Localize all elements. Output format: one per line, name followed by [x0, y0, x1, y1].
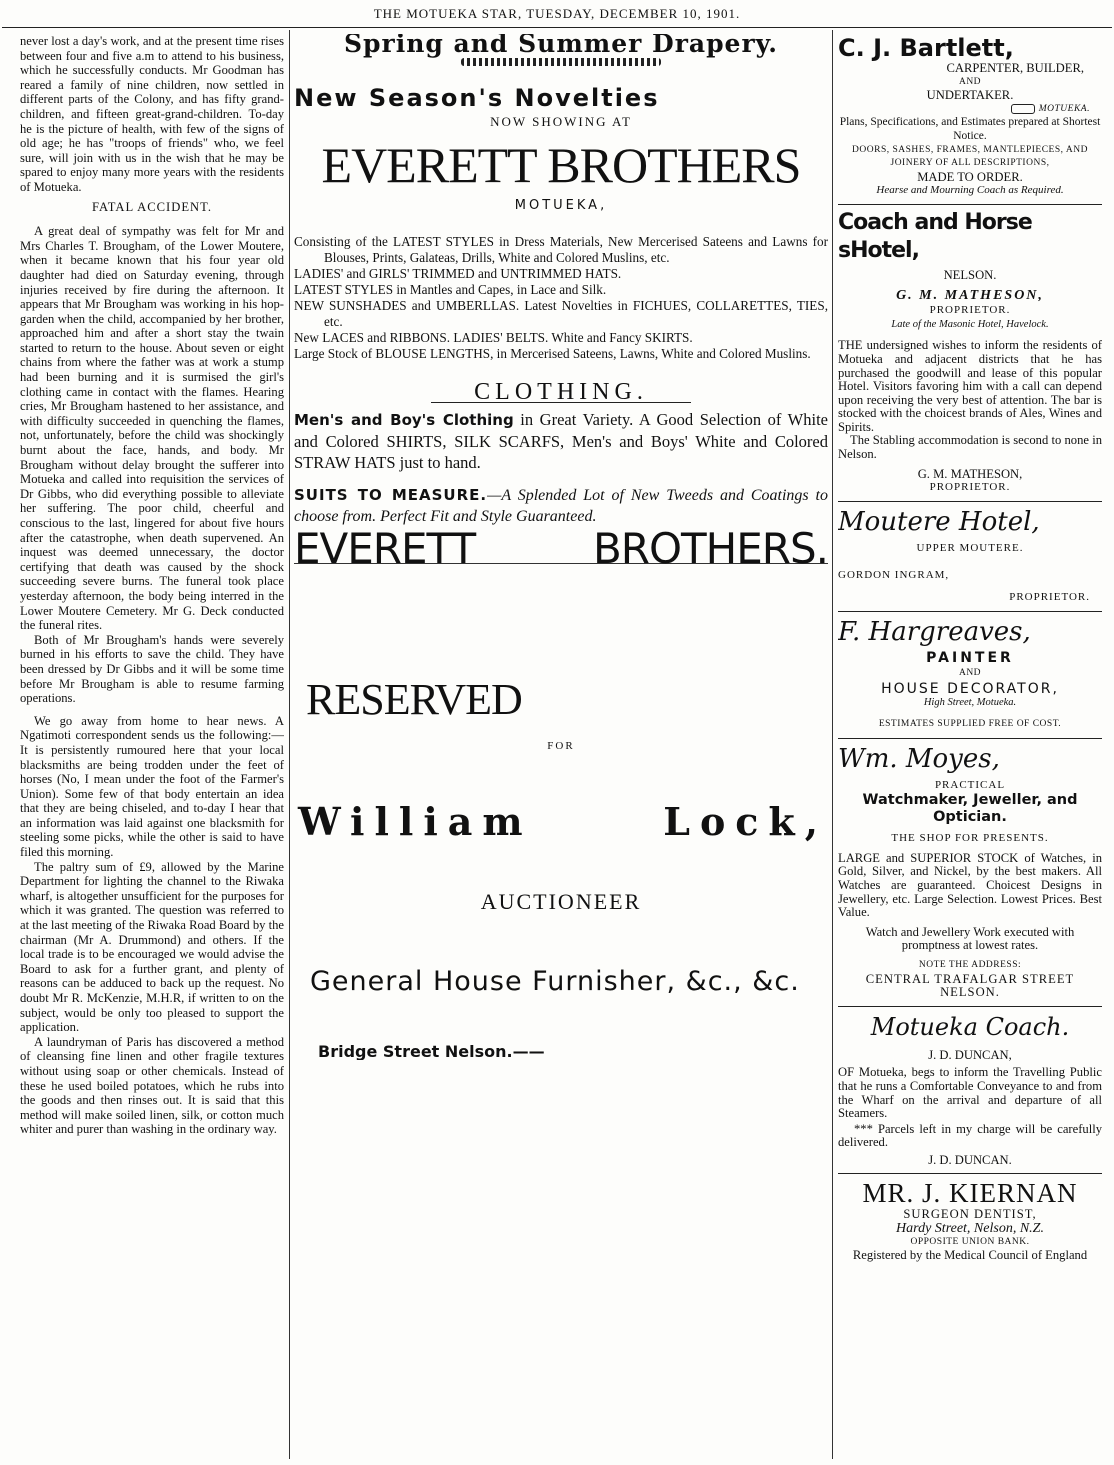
list-item: LATEST STYLES in Mantles and Capes, in Lace and Silk.	[294, 282, 607, 297]
divider	[838, 611, 1102, 612]
article-paragraph: A laundryman of Paris has discovered a method of cleansing fine linen and other fragile textures without using soap or other chemicals. Instead of these he used boiled potatoes, which he rubs into the goods and then rinses out. It is said that this method will make soiled linen, silk, or cotton much whiter and purer than washing in the ordinary way.	[20, 1034, 284, 1137]
list-item: Consisting of the LATEST STYLES in Dress Materials, New Mercerised Sateens and Lawns for Blouses, Prints, Galateas, Drills, White and Colored Muslins, etc.	[294, 234, 828, 265]
advert-line: G. M. MATHESON,	[896, 287, 1044, 303]
divider	[838, 1173, 1102, 1174]
advert-line	[838, 103, 1102, 117]
advert-column-right	[838, 34, 1102, 1263]
address-label: Bridge Street Nelson.——	[318, 1042, 545, 1060]
advert-line: Watch and Jewellery Work executed with promptness at lowest rates.	[865, 924, 1075, 953]
divider	[838, 738, 1102, 739]
advert-line-text: MOTUEKA.	[1038, 103, 1090, 114]
clothing-heading: CLOTHING.	[474, 379, 648, 405]
advert-line: PAINTER	[926, 649, 1014, 666]
advert-line: MADE TO ORDER.	[917, 169, 1023, 184]
auctioneer-label: AUCTIONEER	[480, 889, 642, 914]
advert-heading: C. J. Bartlett,	[838, 34, 1014, 62]
article-paragraph: Both of Mr Brougham's hands were severely burned in his efforts to save the child. They have been dressed by Dr Gibbs and it will be some time before Mr Brougham is able to resume farming operations.	[20, 632, 284, 706]
advert-body: LARGE and SUPERIOR STOCK of Watches, in Gold, Silver, and Nickel, by the best makers. All Watches are guaranteed. Choicest Designs in Jewellery, etc. Large Selection. Lowest Prices. Best Value.	[838, 850, 1102, 920]
advert-line: UNDERTAKER.	[926, 88, 1014, 103]
advert-line: Plans, Specifications, and Estimates prepared at Shortest Notice.	[839, 116, 1101, 142]
novelties-heading: New Season's Novelties	[294, 84, 660, 112]
drapery-heading: Spring and Summer Drapery.	[343, 34, 778, 58]
for-label: FOR	[547, 740, 575, 752]
advert-line: Registered by the Medical Council of England	[852, 1248, 1088, 1263]
name-word: William	[298, 799, 533, 844]
advert-body: *** Parcels left in my charge will be carefully delivered.	[838, 1121, 1102, 1150]
masthead: THE MOTUEKA STAR, TUESDAY, DECEMBER 10, 1901.	[373, 6, 741, 21]
advert-line: AND	[958, 668, 982, 679]
william-lock-name	[294, 799, 828, 844]
advert-line: UPPER MOUTERE.	[916, 541, 1024, 554]
advert-line: NELSON.	[943, 267, 997, 282]
list-item: Large Stock of BLOUSE LENGTHS, in Mercerised Sateens, Lawns, White and Colored Muslins.	[294, 346, 811, 361]
news-column	[20, 34, 284, 1137]
column-divider	[832, 30, 833, 1459]
advert-heading: Wm. Moyes,	[838, 743, 1000, 774]
advert-line: CARPENTER, BUILDER,	[946, 61, 1084, 75]
footer-word: EVERETT	[294, 524, 476, 573]
advert-line: AND	[958, 76, 982, 87]
article-paragraph: never lost a day's work, and at the present time rises between four and five a.m to attend to his business, which he successfully conducts. Mr Goodman has reared a family of nine children, now settled in different parts of the Colony, and has fifty grand-children, and fifteen great-grand-children. To-day he is the picture of health, with few of the signs of old age; he has "troops of friends" who, we feel sure, will join with us in the wish that he may be spared to enjoy many more years with the residents of Motueka.	[20, 34, 284, 194]
name-word: Lock,	[663, 799, 828, 844]
furnisher-label: General House Furnisher, &c., &c.	[310, 966, 800, 997]
town-name: MOTUEKA,	[514, 198, 608, 213]
advert-column-centre	[294, 34, 828, 1060]
advert-heading: F. Hargreaves,	[838, 616, 1031, 647]
article-paragraph: A great deal of sympathy was felt for Mr and Mrs Charles T. Brougham, of the Lower Moutere, when it became known that his four year old daughter had died on Saturday evening, through injuries received by fire during the afternoon. It appears that Mr Brougham was working in his hop-garden when the child, accompanied by her brother, approached him and after a short stay the twain started to return to the house. About seven or eight chains from where the father was at work a stump had been burning and it is surmised the girl's clothing came in contact with the flames. Hearing cries, Mr Brougham hastened to her assistance, and with difficulty succeeded in quenching the flames, not, unfortunately, before the child was shockingly burnt about the face, hands, and body. Mr Brougham without delay brought the sufferer into Motueka and called into requisition the services of Dr Gibbs, who did everything possible to alleviate her suffering. The poor child, cheerful and conscious to the last, lingered for about five hours after the catastrophe, when death supervened. An inquest was deemed unnecessary, the doctor certifying that death was caused by the shock succeeding severe burns. The funeral took place yesterday afternoon, the body being interred in the Lower Moutere Cemetery. Mr G. Deck conducted the funeral rites.	[20, 224, 284, 633]
advert-line: Hardy Street, Nelson, N.Z.	[896, 1221, 1044, 1237]
advert-line: High Street, Motueka.	[923, 697, 1017, 709]
advert-line: PROPRIETOR.	[929, 481, 1011, 494]
advert-line: PROPRIETOR.	[929, 304, 1011, 317]
suits-bold: SUITS TO MEASURE.	[294, 486, 488, 504]
divider	[838, 204, 1102, 205]
ornament-rule	[461, 58, 661, 66]
advert-line: GORDON INGRAM,	[838, 569, 950, 582]
advert-line: Late of the Masonic Hotel, Havelock.	[891, 318, 1049, 330]
footer-word: BROTHERS.	[592, 524, 828, 573]
advert-heading: Motueka Coach.	[870, 1012, 1070, 1041]
pointing-hand-icon	[1011, 104, 1035, 114]
article-heading: FATAL ACCIDENT.	[91, 199, 213, 214]
advert-heading: Moutere Hotel,	[838, 506, 1040, 537]
advert-line: OPPOSITE UNION BANK.	[910, 1236, 1030, 1247]
list-item: NEW SUNSHADES and UMBERLLAS. Latest Novelties in FICHUES, COLLARETTES, TIES, etc.	[294, 298, 828, 329]
reserved-heading: RESERVED	[306, 675, 522, 724]
list-item: New LACES and RIBBONS. LADIES' BELTS. White and Fancy SKIRTS.	[294, 330, 693, 345]
advert-line: J. D. DUNCAN.	[928, 1152, 1012, 1167]
masthead-rule	[2, 27, 1112, 28]
clothing-text	[294, 409, 828, 473]
article-paragraph: The paltry sum of £9, allowed by the Marine Department for lighting the channel to the Riwaka wharf, is altogether unsufficient for the purposes for which it was granted. The question was referred to at the last meeting of the Riwaka Road Board by the chairman (Mr A. Drummond) and others. If the local trade is to be encouraged we would advise the Board to ask for a further grant, and plenty of reasons can be adduced to back up the request. No doubt Mr R. McKenzie, M.H.R, if written to on the subject, would be only too pleased to support the application.	[20, 859, 284, 1035]
everett-brothers-title: EVERETT BROTHERS	[321, 137, 801, 193]
suits-rest: —A Splended Lot of New Tweeds and Coatings to choose from. Perfect Fit and Style Guaranteed.	[294, 487, 828, 525]
advert-line: J. D. DUNCAN,	[928, 1047, 1012, 1062]
now-showing: NOW SHOWING AT	[490, 114, 632, 129]
advert-line: Hearse and Mourning Coach as Required.	[876, 184, 1064, 197]
advert-line: CENTRAL TRAFALGAR STREET NELSON.	[865, 971, 1075, 1000]
advert-line: PRACTICAL	[934, 778, 1006, 791]
advert-heading: Coach and Horse sHotel,	[838, 209, 1032, 263]
everett-brothers-footer	[294, 524, 828, 573]
clothing-bold: Men's and Boy's Clothing	[294, 411, 514, 429]
suits-text	[294, 485, 828, 527]
advert-line: DOORS, SASHES, FRAMES, MANTLEPIECES, AND JOINERY OF ALL DESCRIPTIONS,	[852, 144, 1088, 169]
advert-heading: MR. J. KIERNAN	[862, 1178, 1078, 1209]
advert-line: NOTE THE ADDRESS:	[918, 959, 1022, 970]
advert-line: Watchmaker, Jeweller, and Optician.	[862, 792, 1078, 826]
advert-body: OF Motueka, begs to inform the Travelling Public that he runs a Comfortable Conveyance to and from the Wharf on the arrival and departure of all Steamers.	[838, 1065, 1102, 1121]
advert-line: HOUSE DECORATOR,	[881, 680, 1059, 697]
advert-line: SURGEON DENTIST,	[903, 1207, 1037, 1222]
advert-body: THE undersigned wishes to inform the residents of Motueka and adjacent districts that he has purchased the goodwill and lease of this popular Hotel. Visitors favoring him with a call can depend upon receiving the very best of attention. The bar is stocked with the choicest brands of Ales, Wines and Spirits.	[838, 338, 1102, 434]
list-item: LADIES' and GIRLS' TRIMMED and UNTRIMMED HATS.	[294, 266, 622, 281]
advert-body: The Stabling accommodation is second to none in Nelson.	[838, 433, 1102, 462]
drapery-list	[294, 234, 828, 362]
divider	[838, 1006, 1102, 1007]
divider	[838, 501, 1102, 502]
advert-line: ESTIMATES SUPPLIED FREE OF COST.	[878, 719, 1062, 729]
advert-line: PROPRIETOR.	[1009, 591, 1090, 604]
article-paragraph: We go away from home to hear news. A Ngatimoti correspondent sends us the following:—It is persistently rumoured here that your local blacksmiths are being trodden under the feet of horses (No, I mean under the foot of the Farmer's Union). Some few of that body entertain an idea that they are being chiseled, and to-day I hear that an information was laid against one blacksmith for steeling some picks, while the other is said to have filed this morning.	[20, 713, 284, 860]
advert-line: THE SHOP FOR PRESENTS.	[891, 832, 1049, 845]
advert-line: G. M. MATHESON,	[917, 466, 1023, 481]
clothing-rest: in Great Variety. A Good Selection of White and Colored SHIRTS, SILK SCARFS, Men's and Boys' White and Colored STRAW HATS just to hand.	[294, 410, 828, 472]
column-divider	[289, 30, 290, 1459]
